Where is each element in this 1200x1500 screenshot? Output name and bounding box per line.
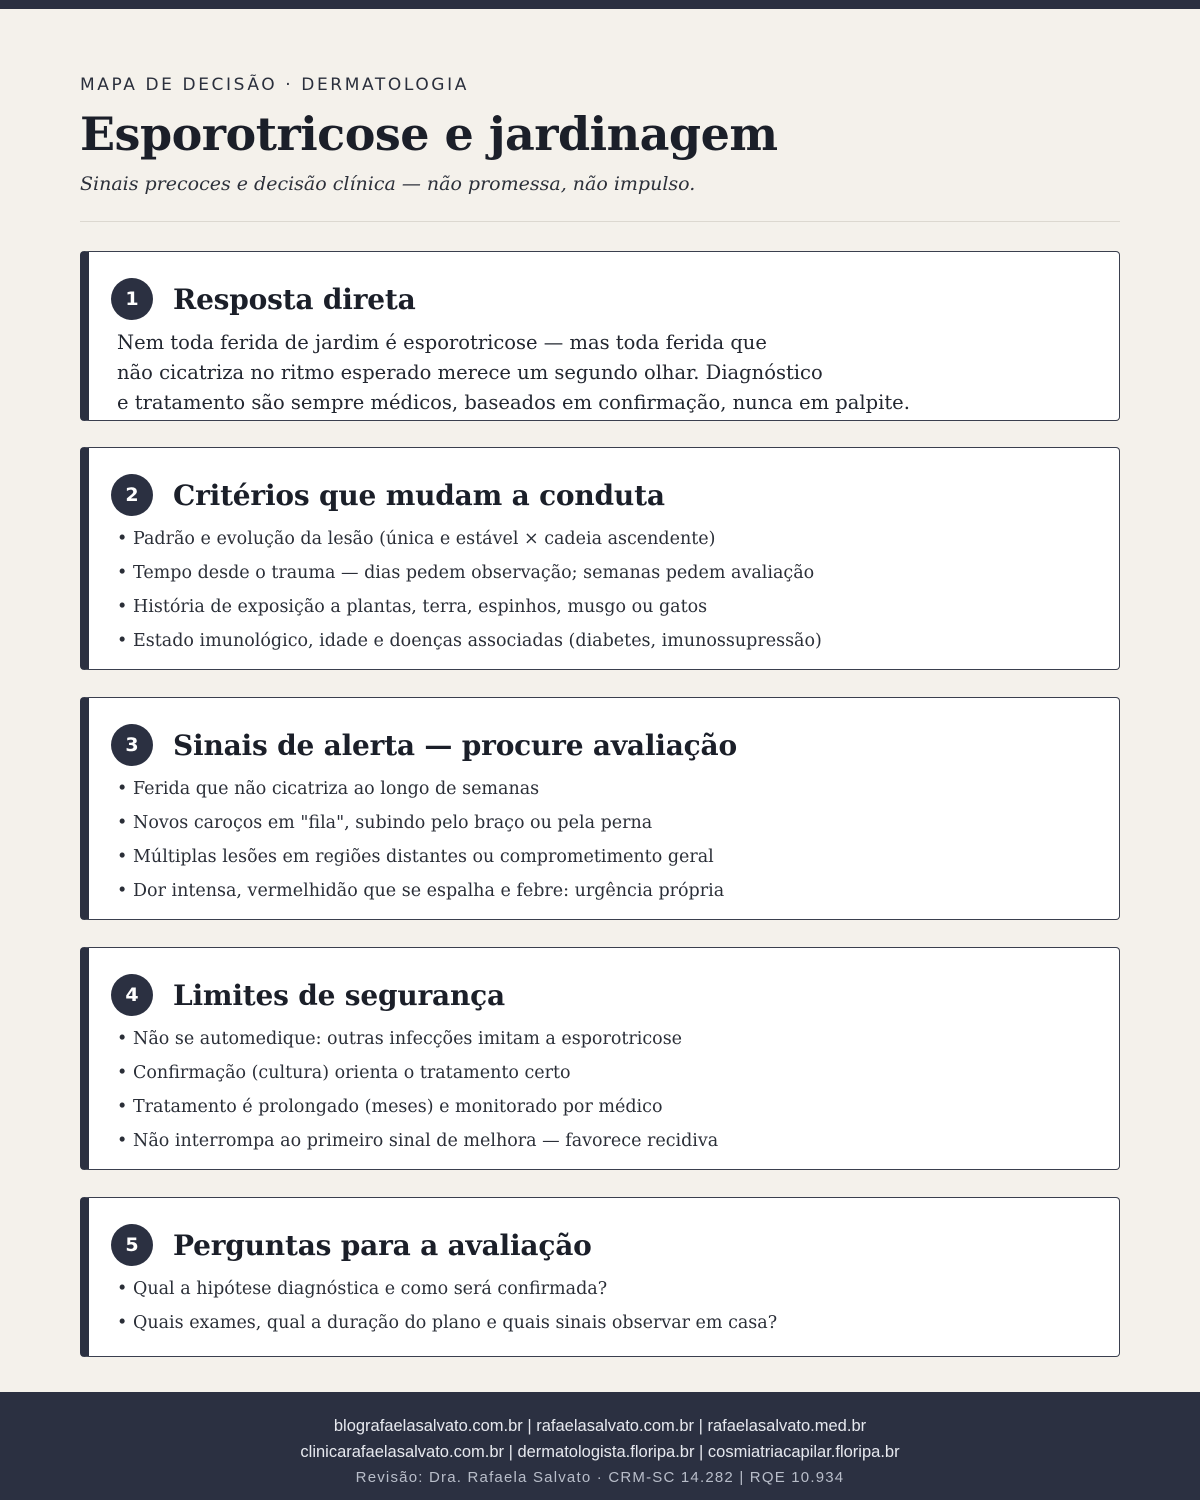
list-item-text: Quais exames, qual a duração do plano e quais sinais observar em casa? <box>133 1313 778 1333</box>
bullet-dot: • <box>117 813 128 833</box>
footer-review-credit: Revisão: Dra. Rafaela Salvato · CRM-SC 14.282 | RQE 10.934 <box>355 1469 845 1486</box>
section-card-direct-answer <box>80 251 1120 421</box>
section-title: Sinais de alerta — procure avaliação <box>173 728 737 762</box>
page-subtitle: Sinais precoces e decisão clínica — não promessa, não impulso. <box>80 173 696 195</box>
section-header <box>111 725 737 765</box>
section-body <box>117 328 1107 418</box>
criteria-list <box>117 522 1107 658</box>
list-item <box>117 1022 1107 1056</box>
section-card-warning-signs <box>80 697 1120 920</box>
answer-line: e tratamento são sempre médicos, baseados em confirmação, nunca em palpite. <box>117 391 910 414</box>
list-item-text: Não interrompa ao primeiro sinal de melhora — favorece recidiva <box>133 1131 719 1151</box>
footer-sites-line: clinicarafaelasalvato.com.br | dermatologista.floripa.br | cosmiatriacapilar.floripa.br <box>300 1443 900 1461</box>
list-item <box>117 806 1107 840</box>
list-item <box>117 772 1107 806</box>
list-item <box>117 1124 1107 1158</box>
section-header <box>111 475 665 515</box>
list-item-text: História de exposição a plantas, terra, espinhos, musgo ou gatos <box>133 597 708 617</box>
section-number-badge: 1 <box>111 278 153 320</box>
bullet-dot: • <box>117 529 128 549</box>
section-card-questions <box>80 1197 1120 1357</box>
list-item <box>117 1306 1107 1340</box>
section-number-badge: 2 <box>111 474 153 516</box>
bullet-dot: • <box>117 563 128 583</box>
list-item-text: Novos caroços em "fila", subindo pelo braço ou pela perna <box>133 813 653 833</box>
header-divider <box>80 221 1120 222</box>
bullet-dot: • <box>117 1097 128 1117</box>
bullet-dot: • <box>117 1063 128 1083</box>
bullet-dot: • <box>117 1029 128 1049</box>
bullet-dot: • <box>117 1131 128 1151</box>
section-header <box>111 975 505 1015</box>
list-item-text: Múltiplas lesões em regiões distantes ou comprometimento geral <box>133 847 714 867</box>
warning-signs-list <box>117 772 1107 908</box>
safety-limits-list <box>117 1022 1107 1158</box>
list-item-text: Não se automedique: outras infecções imitam a esporotricose <box>133 1029 683 1049</box>
bullet-dot: • <box>117 597 128 617</box>
section-card-safety-limits <box>80 947 1120 1170</box>
list-item-text: Padrão e evolução da lesão (única e estável × cadeia ascendente) <box>133 529 716 549</box>
list-item <box>117 874 1107 908</box>
list-item-text: Dor intensa, vermelhidão que se espalha e febre: urgência própria <box>133 881 725 901</box>
list-item <box>117 1272 1107 1306</box>
list-item <box>117 590 1107 624</box>
questions-list <box>117 1272 1107 1340</box>
footer-sites-line: blografaelasalvato.com.br | rafaelasalvato.com.br | rafaelasalvato.med.br <box>333 1417 867 1435</box>
list-item <box>117 624 1107 658</box>
section-title: Limites de segurança <box>173 978 505 1012</box>
list-item <box>117 556 1107 590</box>
list-item-text: Qual a hipótese diagnóstica e como será confirmada? <box>133 1279 608 1299</box>
bullet-dot: • <box>117 1279 128 1299</box>
bullet-dot: • <box>117 847 128 867</box>
bullet-dot: • <box>117 881 128 901</box>
list-item <box>117 1056 1107 1090</box>
section-title: Resposta direta <box>173 282 416 316</box>
section-number-badge: 5 <box>111 1224 153 1266</box>
section-header <box>111 279 416 319</box>
list-item-text: Tratamento é prolongado (meses) e monitorado por médico <box>133 1097 663 1117</box>
answer-line: Nem toda ferida de jardim é esporotricose — mas toda ferida que <box>117 331 767 354</box>
list-item-text: Confirmação (cultura) orienta o tratamento certo <box>133 1063 571 1083</box>
list-item <box>117 1090 1107 1124</box>
eyebrow-label: MAPA DE DECISÃO · DERMATOLOGIA <box>80 75 469 95</box>
top-accent-bar <box>0 0 1200 9</box>
list-item-text: Tempo desde o trauma — dias pedem observação; semanas pedem avaliação <box>133 563 815 583</box>
bullet-dot: • <box>117 1313 128 1333</box>
list-item-text: Estado imunológico, idade e doenças associadas (diabetes, imunossupressão) <box>133 631 822 651</box>
page-footer <box>0 1392 1200 1500</box>
section-number-badge: 3 <box>111 724 153 766</box>
section-header <box>111 1225 592 1265</box>
list-item-text: Ferida que não cicatriza ao longo de semanas <box>133 779 540 799</box>
page-header <box>80 72 1120 198</box>
section-card-criteria <box>80 447 1120 670</box>
answer-line: não cicatriza no ritmo esperado merece um segundo olhar. Diagnóstico <box>117 361 823 384</box>
page-title: Esporotricose e jardinagem <box>80 107 778 161</box>
section-title: Perguntas para a avaliação <box>173 1228 592 1262</box>
list-item <box>117 840 1107 874</box>
answer-paragraph <box>117 328 1107 418</box>
list-item <box>117 522 1107 556</box>
bullet-dot: • <box>117 779 128 799</box>
bullet-dot: • <box>117 631 128 651</box>
section-number-badge: 4 <box>111 974 153 1016</box>
section-title: Critérios que mudam a conduta <box>173 478 665 512</box>
